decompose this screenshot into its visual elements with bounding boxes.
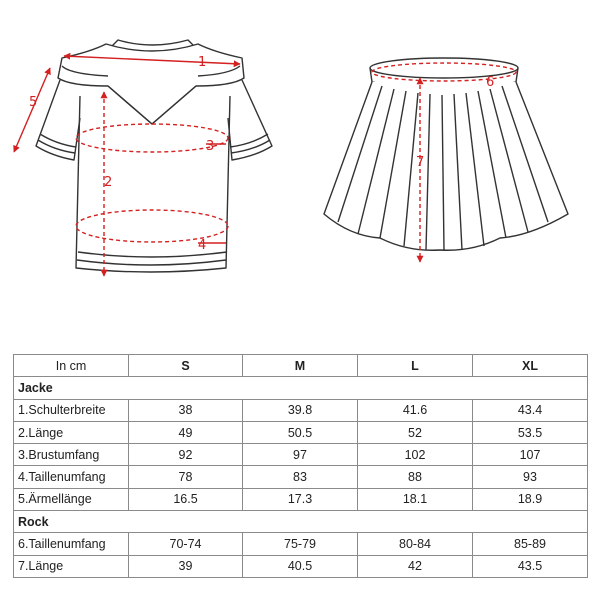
table-row — [14, 444, 588, 466]
cell-l: 52 — [358, 421, 473, 443]
label-2: 2 — [104, 175, 113, 190]
cell-s: 92 — [129, 444, 243, 466]
label-3: 3 — [206, 139, 215, 154]
size-table — [13, 354, 588, 578]
size-header-row — [14, 355, 588, 377]
row-label: 6.Taillenumfang — [14, 533, 129, 555]
label-7: 7 — [416, 155, 425, 170]
skirt-drawing — [324, 58, 568, 250]
cell-s: 49 — [129, 421, 243, 443]
cell-l: 42 — [358, 555, 473, 577]
cell-m: 40.5 — [243, 555, 358, 577]
label-5: 5 — [29, 95, 38, 110]
row-label: 1.Schulterbreite — [14, 399, 129, 421]
row-label: 2.Länge — [14, 421, 129, 443]
section-row-rock — [14, 511, 588, 533]
cell-m: 83 — [243, 466, 358, 488]
cell-s: 39 — [129, 555, 243, 577]
unit-header: In cm — [14, 355, 129, 377]
label-4: 4 — [198, 238, 207, 253]
size-s-header: S — [129, 355, 243, 377]
row-label: 3.Brustumfang — [14, 444, 129, 466]
cell-l: 88 — [358, 466, 473, 488]
cell-s: 16.5 — [129, 488, 243, 510]
cell-m: 50.5 — [243, 421, 358, 443]
row-label: 5.Ärmellänge — [14, 488, 129, 510]
cell-xl: 18.9 — [473, 488, 588, 510]
table-row — [14, 533, 588, 555]
cell-xl: 43.5 — [473, 555, 588, 577]
jacket-drawing — [36, 40, 272, 272]
cell-l: 18.1 — [358, 488, 473, 510]
cell-xl: 107 — [473, 444, 588, 466]
row-label: 4.Taillenumfang — [14, 466, 129, 488]
cell-xl: 85-89 — [473, 533, 588, 555]
cell-m: 75-79 — [243, 533, 358, 555]
cell-l: 41.6 — [358, 399, 473, 421]
cell-s: 78 — [129, 466, 243, 488]
table-row — [14, 488, 588, 510]
row-label: 7.Länge — [14, 555, 129, 577]
table-row — [14, 555, 588, 577]
section-title: Jacke — [14, 377, 588, 399]
cell-s: 70-74 — [129, 533, 243, 555]
cell-m: 97 — [243, 444, 358, 466]
size-xl-header: XL — [473, 355, 588, 377]
table-row — [14, 421, 588, 443]
cell-l: 102 — [358, 444, 473, 466]
label-1: 1 — [198, 55, 207, 70]
size-m-header: M — [243, 355, 358, 377]
section-title: Rock — [14, 511, 588, 533]
table-row — [14, 466, 588, 488]
cell-m: 17.3 — [243, 488, 358, 510]
cell-m: 39.8 — [243, 399, 358, 421]
cell-xl: 43.4 — [473, 399, 588, 421]
cell-xl: 93 — [473, 466, 588, 488]
cell-l: 80-84 — [358, 533, 473, 555]
section-row-jacke — [14, 377, 588, 399]
cell-s: 38 — [129, 399, 243, 421]
label-6: 6 — [486, 75, 495, 90]
table-row — [14, 399, 588, 421]
cell-xl: 53.5 — [473, 421, 588, 443]
size-l-header: L — [358, 355, 473, 377]
